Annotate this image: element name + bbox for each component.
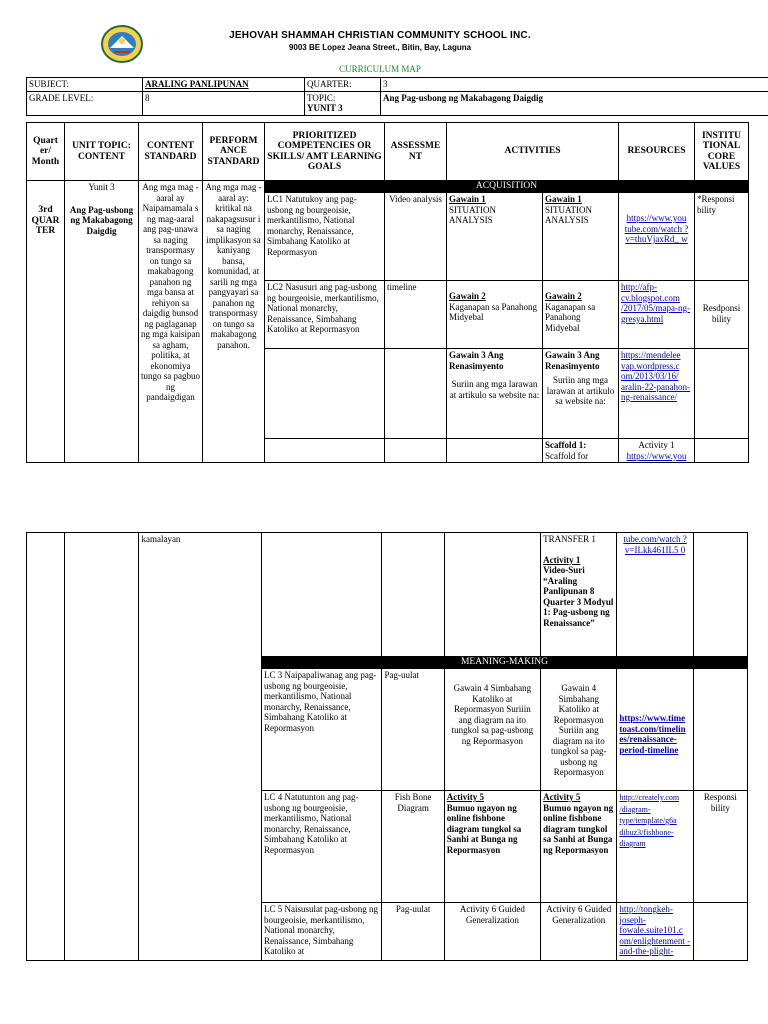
activity-a-lc2 bbox=[447, 281, 543, 349]
comp-empty-r3 bbox=[265, 349, 385, 439]
resource-lc1-link[interactable]: https://www.you tube.com/watch ?v=thuVjaxRd_ w bbox=[624, 213, 689, 244]
header-activities: ACTIVITIES bbox=[447, 123, 619, 181]
header-performance: PERFORM ANCE STANDARD bbox=[203, 123, 265, 181]
p2-comp-lc4: LC 4 Natutunton ang pag-usbong ng bourgeoisie, merkantilismo, National monarchy, Renaissance, Simbahang Katoliko at Repormasyon bbox=[261, 791, 382, 903]
performance-standard: Ang mga mag - aaral ay: kritikal na nakapagsusur i sa naging implikasyon sa kaniyang bansa, komunidad, at sarili ng mga pangyayari sa panahon ng transpormasy on tungo sa makabagong panahon. bbox=[203, 181, 265, 463]
p2-unit-empty bbox=[65, 533, 139, 961]
quarter-value: 3 bbox=[381, 78, 768, 92]
p2-values-empty-lc3 bbox=[693, 669, 747, 791]
unit-cell bbox=[65, 181, 139, 463]
p2-resource-lc4 bbox=[617, 791, 693, 903]
p2-resource-lc5-link[interactable]: http://tongkeh-joseph-fowale.suite101.c om/enlightenment -and-the-plight- bbox=[619, 904, 691, 956]
unit-top: Yunit 3 bbox=[88, 182, 115, 192]
p2-resource-lc4-link[interactable]: http://creately.com /diagram-type/template/g6a dibuz3/fishbone-diagram bbox=[619, 793, 680, 848]
grade-value: 8 bbox=[143, 91, 305, 115]
activity-b-lc1-body: SITUATION ANALYSIS bbox=[545, 204, 592, 225]
resource-lc2 bbox=[619, 281, 695, 349]
p2-values-empty-lc5 bbox=[693, 903, 747, 961]
quarter-label: QUARTER: bbox=[305, 78, 381, 92]
p2-assess-lc5: Pag-uulat bbox=[382, 903, 444, 961]
topic-unit: YUNIT 3 bbox=[307, 103, 343, 113]
p2-activity-a-lc4-title: Activity 5 bbox=[446, 792, 484, 802]
p2-resource-lc5 bbox=[617, 903, 693, 961]
topic-cell bbox=[305, 91, 381, 115]
grade-label: GRADE LEVEL: bbox=[27, 91, 143, 115]
header-values: INSTITU TIONAL CORE VALUES bbox=[695, 123, 749, 181]
activity-b-r3-body: Suriin ang mga larawan at artikulo sa website na: bbox=[546, 375, 615, 406]
comp-lc1: LC1 Natutukoy ang pag-usbong ng bourgeoisie, merkantilismo, National monarchy, Renaissance, Simbahang Katoliko at Repormasyon bbox=[265, 193, 385, 281]
activity-b-r4-title: Scaffold 1: bbox=[545, 440, 587, 450]
topic-label: TOPIC: bbox=[307, 92, 336, 103]
p2-activity-a-lc3: Gawain 4 Simbahang Katoliko at Repormasyon Suriiin ang diagram na ito tungkol sa pag-usbong ng Repormasyon bbox=[444, 669, 540, 791]
unit-title: Ang Pag-usbong ng Makabagong Daigdig bbox=[69, 204, 134, 236]
school-name: JEHOVAH SHAMMAH CHRISTIAN COMMUNITY SCHOOL INC. bbox=[229, 30, 531, 41]
p2-comp-lc5: LC 5 Naisusulat pag-usbong ng bourgeoisie, merkantilismo, National monarchy, Renaissance, Simbahang Katoliko at bbox=[261, 903, 382, 961]
meta-table bbox=[26, 77, 768, 116]
activity-a-empty-r4 bbox=[447, 439, 543, 463]
p2-activity-b-lc4-title: Activity 5 bbox=[543, 792, 581, 802]
p2-activity-a-empty-r1 bbox=[444, 533, 540, 657]
activity-b-lc1 bbox=[543, 193, 619, 281]
p2-activity-b-lc5: Activity 6 Guided Generalization bbox=[541, 903, 617, 961]
resource-r4-text: Activity 1 bbox=[638, 440, 675, 450]
assess-empty-r3 bbox=[385, 349, 447, 439]
p2-assess-lc4: Fish Bone Diagram bbox=[382, 791, 444, 903]
header-resources: RESOURCES bbox=[619, 123, 695, 181]
activity-b-lc2-body: Kaganapan sa Panahong Midyebal bbox=[545, 301, 596, 333]
school-logo bbox=[100, 24, 144, 64]
header-unit: UNIT TOPIC: CONTENT bbox=[65, 123, 139, 181]
p2-quarter-empty bbox=[27, 533, 65, 961]
activity-a-r3 bbox=[447, 349, 543, 439]
p2-activity-b-r1 bbox=[541, 533, 617, 657]
activity-a-lc2-body: Kaganapan sa Panahong Midyebal bbox=[449, 301, 537, 322]
p2-values-lc4: Responsi bility bbox=[693, 791, 747, 903]
resource-lc2-link[interactable]: http://afp-cv.blogspot.com /2017/05/mapa-ng-gresya.html bbox=[621, 282, 690, 324]
activity-a-r3-body: Suriin ang mga larawan at artikulo sa website na: bbox=[449, 379, 540, 400]
values-lc1: *Responsi bility bbox=[695, 193, 749, 281]
header-content: CONTENT STANDARD bbox=[139, 123, 203, 181]
p2-activity-b-lc4 bbox=[541, 791, 617, 903]
values-empty-r4 bbox=[695, 439, 749, 463]
assess-lc1: Video analysis bbox=[385, 193, 447, 281]
quarter-cell: 3rd QUAR TER bbox=[27, 181, 65, 463]
activity-b-r4-body: Scaffold for bbox=[545, 450, 589, 461]
activity-b-r3 bbox=[543, 349, 619, 439]
p2-activity-a-lc4 bbox=[444, 791, 540, 903]
resource-r3 bbox=[619, 349, 695, 439]
p2-assess-empty-r1 bbox=[382, 533, 444, 657]
band-meaning-making: MEANING-MAKING bbox=[261, 657, 747, 669]
header-quarter: Quart er/ Month bbox=[27, 123, 65, 181]
activity-a-lc2-title: Gawain 2 bbox=[449, 291, 486, 301]
activity-a-lc1-title: Gawain 1 bbox=[449, 194, 486, 204]
activity-b-lc1-title: Gawain 1 bbox=[545, 194, 582, 204]
assess-empty-r4 bbox=[385, 439, 447, 463]
assess-lc2: timeline bbox=[385, 281, 447, 349]
resource-lc1 bbox=[619, 193, 695, 281]
p2-comp-empty-r1 bbox=[261, 533, 382, 657]
content-standard: Ang mga mag - aaral ay Naipamamala s ng mag-aaral ang pag-unawa sa naging transpormasy on tungo sa makabagong panahon ng mga bansa at rehiyon sa daigdig bunsod ng paglaganap ng mga kaisipan sa agham, politika, at ekonomiya tungo sa pagbuo ng pandaigdigan bbox=[139, 181, 203, 463]
subject-label: SUBJECT: bbox=[27, 78, 143, 92]
school-address: 9003 BE Lopez Jeana Street., Bitin, Bay, Laguna bbox=[288, 43, 472, 52]
p2-resource-r1 bbox=[617, 533, 693, 657]
comp-lc2: LC2 Nasusuri ang pag-usbong ng bourgeoisie, merkantilismo, National monarchy, Renaissance, Simbahang Katoliko at Repormasyon bbox=[265, 281, 385, 349]
p2-content-cont: kamalayan bbox=[139, 533, 262, 961]
resource-r4-link[interactable]: https://www.you bbox=[626, 450, 687, 461]
p2-activity-a-lc5: Activity 6 Guided Generalization bbox=[444, 903, 540, 961]
activity-a-lc1 bbox=[447, 193, 543, 281]
header-assessment: ASSESSME NT bbox=[385, 123, 447, 181]
resource-r3-link[interactable]: https://mendelee vap.wordpress.c om/2013/03/16/ aralin-22-panahon-ng-renaissance/ bbox=[621, 350, 690, 402]
activity-b-lc2-title: Gawain 2 bbox=[545, 291, 582, 301]
activity-b-r3-title: Gawain 3 Ang Renasimyento bbox=[545, 350, 600, 371]
p2-activity-b-r1-body: Video-Suri “Araling Panlipunan 8 Quarter 3 Modyul 1: Pag-usbong ng Renaissance” bbox=[543, 565, 614, 628]
resource-r4 bbox=[619, 439, 695, 463]
band-acquisition: ACQUISITION bbox=[265, 181, 749, 193]
p2-resource-r1-link[interactable]: tube.com/watch ?v=ILkk461IL5 0 bbox=[623, 534, 687, 555]
activity-a-r3-title: Gawain 3 Ang Renasimyento bbox=[449, 350, 504, 371]
subject-value: ARALING PANLIPUNAN bbox=[143, 78, 305, 92]
activity-b-lc2 bbox=[543, 281, 619, 349]
p2-transfer-label: TRANSFER 1 bbox=[543, 534, 596, 544]
p2-activity-b-r1-title: Activity 1 bbox=[543, 554, 581, 565]
curriculum-table-page1 bbox=[26, 122, 749, 463]
topic-value: Ang Pag-usbong ng Makabagong Daigdig bbox=[381, 91, 768, 115]
p2-resource-lc3-link[interactable]: https://www.time toast.com/timelin es/renaissance-period-timeline bbox=[619, 713, 686, 755]
curriculum-table-page2 bbox=[26, 532, 748, 961]
doc-title: CURRICULUM MAP bbox=[339, 64, 421, 74]
activity-b-r4 bbox=[543, 439, 619, 463]
p2-comp-lc3: LC 3 Naipapaliwanag ang pag-usbong ng bourgeoisie, merkantilismo, National monarchy, Renaissance, Simbahang Katoliko at Repormasyon bbox=[261, 669, 382, 791]
values-empty-r3 bbox=[695, 349, 749, 439]
p2-activity-b-lc3: Gawain 4 Simbahang Katoliko at Repormasyon Suriiin ang diagram na ito tungkol sa pag-usbong ng Repormasyon bbox=[541, 669, 617, 791]
p2-values-empty-r1 bbox=[693, 533, 747, 657]
activity-a-lc1-body: SITUATION ANALYSIS bbox=[449, 204, 496, 225]
p2-activity-a-lc4-body: Bumuo ngayon ng online fishbone diagram tungkol sa Sanhi at Bunga ng Repormasyon bbox=[446, 802, 522, 855]
p2-activity-b-lc4-body: Bumuo ngayon ng online fishbone diagram tungkol sa Sanhi at Bunga ng Repormasyon bbox=[543, 802, 614, 855]
comp-empty-r4 bbox=[265, 439, 385, 463]
header-competencies: PRIORITIZED COMPETENCIES OR SKILLS/ AMT LEARNING GOALS bbox=[265, 123, 385, 181]
p2-assess-lc3: Pag-uulat bbox=[382, 669, 444, 791]
p2-resource-lc3 bbox=[617, 669, 693, 791]
values-lc2: Resdponsi bility bbox=[695, 281, 749, 349]
